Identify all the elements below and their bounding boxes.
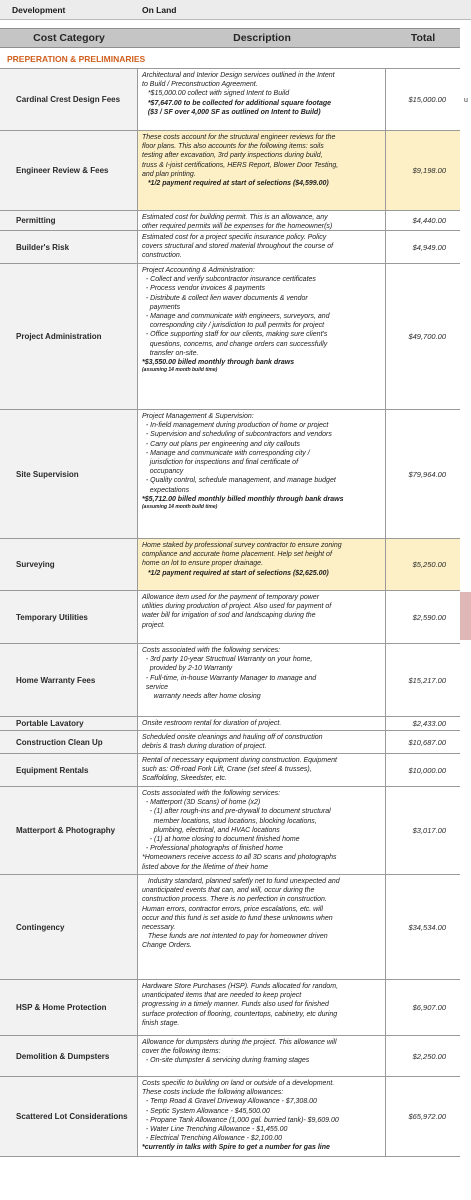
description-cell (138, 875, 386, 979)
description-line: water bill for irrigation of sod and landscaping during the (142, 612, 316, 620)
description-line: - Septic System Allowance - $45,500.00 (142, 1107, 270, 1115)
description-line: - Supervision and scheduling of subcontractors and vendors (142, 431, 332, 439)
cost-category-cell: Builder's Risk (0, 231, 138, 263)
description-line: - (1) after rough-ins and pre-drywall to document structural (142, 808, 331, 816)
header-description: Description (233, 32, 291, 44)
description-line: Project Accounting & Administration: (142, 267, 255, 274)
cost-category-cell: Contingency (0, 875, 138, 979)
table-row (0, 980, 460, 1036)
description-cell (138, 644, 386, 716)
cost-category-cell: Cardinal Crest Design Fees (0, 69, 138, 130)
cost-table-body (0, 69, 460, 1157)
description-line: Architectural and Interior Design services outlined in the Intent (142, 72, 335, 79)
description-line: *$15,000.00 collect with signed Intent to Build (142, 90, 290, 98)
table-row (0, 410, 460, 539)
description-line: *currently in talks with Spire to get a number for gas line (142, 1144, 330, 1152)
description-cell (138, 539, 386, 590)
description-line: - Water Line Trenching Allowance - $1,455.00 (142, 1126, 288, 1134)
description-line: Costs specific to building on land or outside of a development. (142, 1080, 335, 1087)
description-cell (138, 731, 386, 753)
total-cell: $3,017.00 (412, 826, 446, 835)
description-line: construction. (142, 252, 182, 260)
table-row (0, 644, 460, 717)
total-cell: $15,000.00 (408, 95, 446, 104)
total-cell: $4,440.00 (412, 216, 446, 225)
description-line: occupancy (142, 468, 184, 476)
table-row (0, 717, 460, 731)
description-line: and plan printing. (142, 170, 196, 178)
cost-category-cell: Project Administration (0, 264, 138, 409)
total-cell: $10,000.00 (408, 765, 446, 775)
description-cell (138, 231, 386, 263)
cost-category-cell: Equipment Rentals (0, 754, 138, 786)
cost-category-cell: Construction Clean Up (0, 731, 138, 753)
table-row (0, 131, 460, 211)
description-line: These costs account for the structural engineer reviews for the (142, 134, 336, 141)
header-total: Total (410, 32, 436, 44)
description-line: ($3 / SF over 4,000 SF as outlined on Intent to Build) (142, 108, 321, 116)
description-line: These funds are not intented to pay for homeowner driven (142, 933, 328, 941)
description-line: - (1) at home closing to document finished home (142, 836, 300, 844)
cost-category-cell: Site Supervision (0, 410, 138, 538)
description-line: - Matterport (3D Scans) of home (x2) (142, 799, 261, 807)
description-line: - In-field management during production of home or project (142, 422, 329, 430)
cost-category-cell: HSP & Home Protection (0, 980, 138, 1035)
description-line: Human errors, contractor errors, price escalations, etc. will (142, 905, 323, 913)
description-line: Costs associated with the following services: (142, 647, 281, 654)
description-line: - Professional photographs of finished home (142, 845, 283, 853)
description-line: construction process. There is no perfection in construction. (142, 896, 327, 904)
description-line: - Manage and communicate with corresponding city / (142, 449, 310, 457)
description-line: unanticipated events that can, and will, occur during the (142, 887, 315, 895)
header-cost-category: Cost Category (33, 32, 105, 44)
cost-category-cell: Portable Lavatory (0, 717, 138, 730)
cost-category-cell: Temporary Utilities (0, 591, 138, 643)
description-line: other required permits will be expenses for the homeowner(s) (142, 223, 333, 230)
description-line: compliance and accurate home placement. Help set height of (142, 551, 332, 559)
table-row (0, 1036, 460, 1077)
description-line: debris & trash during duration of project. (142, 743, 267, 751)
cost-category-cell: Matterport & Photography (0, 787, 138, 874)
section-title: PREPERATION & PRELIMINARIES (0, 49, 460, 69)
description-line: transfer on-site. (142, 349, 199, 357)
description-line: truss & I-joist certifications, HERS Report, Blower Door Testing, (142, 161, 339, 169)
total-cell: $9,198.00 (386, 131, 460, 210)
side-mark: u (464, 97, 468, 104)
table-header (0, 28, 460, 48)
description-line: - Distribute & collect lien waver documents & vendor (142, 294, 308, 302)
table-row (0, 1077, 460, 1157)
description-line: cover the following items: (142, 1048, 221, 1056)
description-line: necessary. (142, 924, 176, 932)
description-line: These costs include the following allowances: (142, 1089, 284, 1097)
description-line: *$5,712.00 billed monthly billed monthly through bank draws (142, 495, 344, 503)
development-label: Development (12, 4, 66, 15)
total-cell: $34,534.00 (408, 922, 446, 932)
description-line: - 3rd party 10-year Structrual Warranty on your home, (142, 656, 313, 664)
description-cell (138, 1077, 386, 1156)
description-line: Hardware Store Purchases (HSP). Funds allocated for random, (142, 983, 339, 990)
description-line: Home staked by professional survey contractor to ensure zoning (142, 542, 342, 549)
description-line: warranty needs after home closing (142, 693, 261, 701)
description-line: service (142, 683, 169, 691)
description-line: listed above for the lifetime of their home (142, 863, 269, 871)
description-line: questions, concerns, and change orders can successfully (142, 340, 328, 348)
cost-category-cell: Scattered Lot Considerations (0, 1077, 138, 1156)
description-line: Rental of necessary equipment during construction. Equipment (142, 757, 337, 764)
table-row (0, 591, 460, 644)
total-cell: $5,250.00 (386, 539, 460, 590)
description-line: - Propane Tank Allowance (1,000 gal. burried tank)- $9,609.00 (142, 1116, 339, 1124)
description-line: - Process vendor invoices & payments (142, 285, 265, 293)
description-line: occur and this fund is set aside to fund these unknowns when (142, 914, 333, 922)
description-cell (138, 264, 386, 409)
cost-category-cell: Engineer Review & Fees (0, 131, 138, 210)
description-line: covers structural and stored material throughout the course of (142, 243, 334, 251)
description-line: surface protection of flooring, countertops, cabinetry, etc during (142, 1010, 338, 1018)
description-line: Estimated cost for building permit. This is an allowance, any (142, 214, 328, 221)
description-line: jurisdiction for inspections and final certificate of (142, 459, 299, 467)
description-line: expectations (142, 486, 190, 494)
description-line: - Quality control, schedule management, and manage budget (142, 477, 336, 485)
description-line: member locations, stud locations, blocking locations, (142, 817, 317, 825)
description-line: payments (142, 303, 181, 311)
description-line: *Homeowners receive access to all 3D scans and photographs (142, 854, 337, 862)
total-cell: $6,907.00 (412, 1003, 446, 1012)
development-bar (0, 0, 471, 20)
description-line: - Office supporting staff for our clients, making sure client's (142, 331, 328, 339)
description-line: (assuming 14 month build time) (142, 504, 218, 511)
description-line: Industry standard, planned safetly net to fund unexpected and (142, 878, 340, 885)
description-line: - Temp Road & Gravel Driveway Allowance - $7,308.00 (142, 1098, 317, 1106)
total-cell: $4,949.00 (412, 242, 446, 252)
description-line: *1/2 payment required at start of selections ($4,599.00) (142, 180, 329, 188)
table-row (0, 231, 460, 264)
table-row (0, 731, 460, 754)
description-cell (138, 754, 386, 786)
description-line: - Collect and verify subcontractor insurance certificates (142, 276, 316, 284)
total-cell: $2,433.00 (412, 719, 446, 728)
description-cell (138, 787, 386, 874)
table-row (0, 69, 460, 131)
total-cell: $10,687.00 (408, 737, 446, 747)
total-cell: $49,700.00 (408, 332, 446, 341)
description-line: Onsite restroom rental for duration of project. (142, 720, 282, 727)
description-line: Scaffolding, Skeedster, etc. (142, 775, 227, 783)
description-cell (138, 1036, 386, 1076)
table-row (0, 539, 460, 591)
description-line: - Electrical Trenching Allowance - $2,100.00 (142, 1135, 283, 1143)
description-line: Project Management & Supervision: (142, 413, 254, 420)
table-row (0, 787, 460, 875)
description-line: - On-site dumpster & servicing during framing stages (142, 1057, 310, 1065)
description-line: Scheduled onsite cleanings and hauling off of construction (142, 734, 323, 741)
description-line: Allowance for dumpsters during the project. This allowance will (142, 1039, 337, 1046)
description-cell (138, 591, 386, 643)
side-highlight-block (460, 592, 471, 640)
description-line: progressing in a timely manner. Funds also used for finished (142, 1001, 329, 1009)
description-line: Estimated cost for a project specific insurance policy. Policy (142, 234, 327, 241)
total-cell: $79,964.00 (408, 469, 446, 479)
description-cell (138, 980, 386, 1035)
description-cell (138, 410, 386, 538)
description-line: (assuming 14 month build time) (142, 367, 218, 374)
description-cell (138, 717, 386, 730)
description-line: utilities during production of project. Also used for payment of (142, 603, 332, 611)
description-line: testing after excavation, 3rd party inspections during build, (142, 152, 323, 160)
description-line: provided by 2-10 Warranty (142, 665, 233, 673)
description-line: *1/2 payment required at start of selections ($2,625.00) (142, 569, 329, 577)
description-cell (138, 131, 386, 210)
table-row (0, 875, 460, 980)
description-line: Allowance item used for the payment of temporary power (142, 594, 320, 601)
description-cell (138, 69, 386, 130)
description-line: - Full-time, in-house Warranty Manager to manage and (142, 674, 317, 682)
development-value: On Land (142, 4, 177, 15)
description-line: floor plans. This also accounts for the following items: soils (142, 143, 324, 151)
description-line: - Manage and communicate with engineers, surveyors, and (142, 313, 330, 321)
description-cell (138, 211, 386, 230)
cost-category-cell: Home Warranty Fees (0, 644, 138, 716)
description-line: unanticipated items that are needed to keep project (142, 992, 302, 1000)
cost-category-cell: Surveying (0, 539, 138, 590)
table-row (0, 754, 460, 787)
description-line: - Carry out plans per engineering and city callouts (142, 440, 300, 448)
table-row (0, 264, 460, 410)
description-line: home on lot to ensure proper drainage. (142, 560, 264, 568)
description-line: *$7,647.00 to be collected for additional square footage (142, 99, 332, 107)
total-cell: $65,972.00 (408, 1112, 446, 1121)
description-line: plumbing, electrical, and HVAC locations (142, 826, 280, 834)
table-row (0, 211, 460, 231)
description-line: Change Orders. (142, 942, 192, 950)
description-line: such as: Off-road Fork Lift, Crane (set steel & trusses), (142, 766, 312, 774)
description-line: Costs associated with the following services: (142, 790, 281, 797)
cost-category-cell: Demolition & Dumpsters (0, 1036, 138, 1076)
cost-category-cell: Permitting (0, 211, 138, 230)
total-cell: $2,250.00 (412, 1051, 446, 1061)
description-line: to Build / Preconstruction Agreement. (142, 81, 258, 89)
total-cell: $2,590.00 (412, 612, 446, 622)
description-line: project. (142, 621, 165, 629)
description-line: *$3,550.00 billed monthly through bank draws (142, 359, 295, 367)
total-cell: $15,217.00 (408, 675, 446, 685)
description-line: finish stage. (142, 1019, 180, 1027)
description-line: corresponding city / jurisdiction to pull permits for project (142, 322, 325, 330)
